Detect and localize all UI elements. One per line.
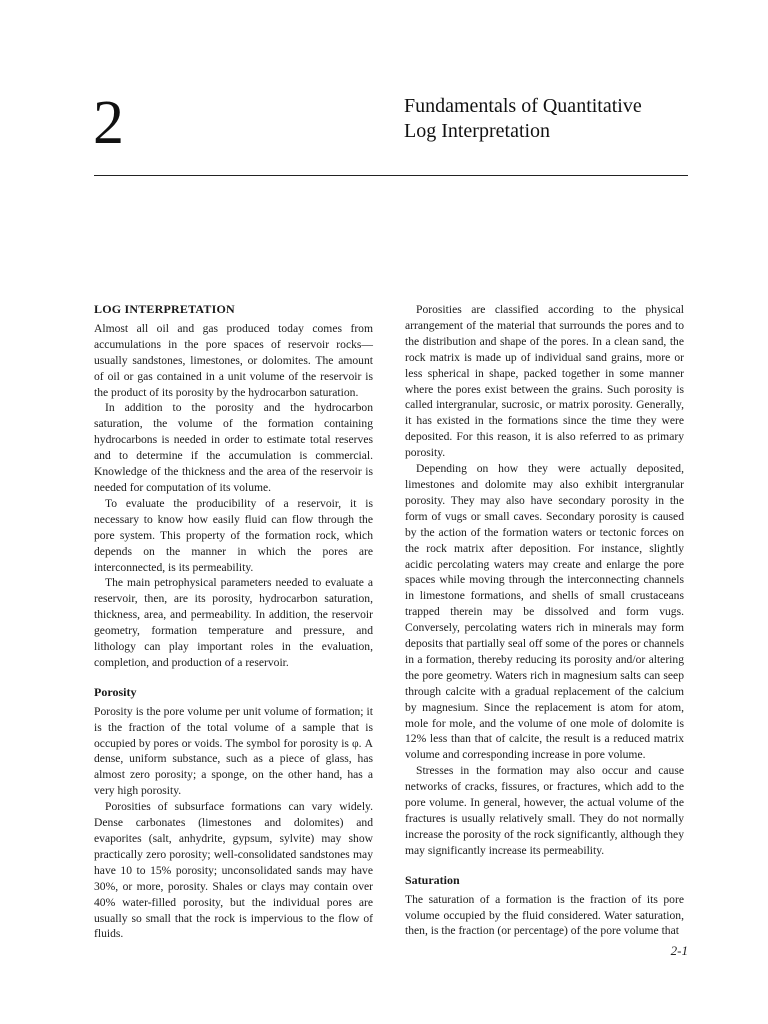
paragraph: To evaluate the producibility of a reservoir, it is necessary to know how easily fluid can flow through the pore system. This property of the formation rock, which depends on the manner in which the pores are interconnected, is its permeability.: [94, 496, 373, 574]
section-heading-log-interpretation: LOG INTERPRETATION: [94, 302, 235, 316]
chapter-number: 2: [93, 89, 124, 157]
paragraph: The main petrophysical parameters needed to evaluate a reservoir, then, are its porosity, hydrocarbon saturation, thickness, area, and permeability. In addition, the reservoir geometry, formation temperature and pressure, and lithology can play important roles in the evaluation, completion, and production of a reservoir.: [94, 576, 373, 669]
chapter-title-line-2: Log Interpretation: [404, 120, 551, 142]
chapter-title: [404, 94, 642, 144]
left-column: [94, 302, 373, 942]
paragraph: Depending on how they were actually deposited, limestones and dolomite may also exhibit intergranular porosity. They may also have secondary porosity in the form of vugs or small caves. Secondary porosity is caused by the action of the formation waters or tectonic forces on the rock matrix after deposition. For instance, slightly acidic percolating waters may create and enlarge the pore spaces while moving through the interconnecting channels in limestone formations, and shells of small crustaceans trapped therein may be dissolved and form vugs. Conversely, percolating waters rich in minerals may form deposits that partially seal off some of the pores or channels in a formation, thereby reducing its porosity and/or altering the pore geometry. Waters rich in magnesium salts can seep through calcite with a gradual replacement of the calcium by magnesium. Since the replacement is atom for atom, mole for mole, and the volume of one mole of dolomite is 12% less than that of calcite, the result is a reduced matrix volume and corresponding increase in pore volume.: [405, 462, 684, 762]
paragraph: The saturation of a formation is the fraction of its pore volume occupied by the fluid considered. Water saturation, then, is the fraction (or percentage) of the pore volume that: [405, 892, 684, 938]
header-rule: [94, 175, 688, 176]
chapter-title-line-1: Fundamentals of Quantitative: [404, 95, 642, 117]
paragraph: Almost all oil and gas produced today comes from accumulations in the pore spaces of reservoir rocks—usually sandstones, limestones, or dolomites. The amount of oil or gas contained in a unit volume of the reservoir is the product of its porosity by the hydrocarbon saturation.: [94, 321, 373, 399]
subheading-porosity: Porosity: [94, 684, 137, 699]
paragraph: Porosities of subsurface formations can vary widely. Dense carbonates (limestones and dolomites) and evaporites (salt, anhydrite, gypsum, sylvite) may show practically zero porosity; well-consolidated sandstones may have 10 to 15% porosity; unconsolidated sands may have 30%, or more, porosity. Shales or clays may contain over 40% water-filled porosity, but the individual pores are usually so small that the rock is impervious to the flow of fluids.: [94, 800, 373, 941]
subheading-saturation: Saturation: [405, 872, 460, 887]
paragraph: Stresses in the formation may also occur and cause networks of cracks, fissures, or fractures, which add to the pore volume. In general, however, the actual volume of the fractures is usually relatively small. They do not normally increase the porosity of the rock significantly, although they may significantly increase its permeability.: [405, 764, 684, 857]
page-number: 2-1: [670, 943, 688, 958]
right-column: [405, 302, 684, 939]
paragraph: Porosity is the pore volume per unit volume of formation; it is the fraction of the total volume of a sample that is occupied by pores or voids. The symbol for porosity is φ. A dense, uniform substance, such as a piece of glass, has almost zero porosity; a sponge, on the other hand, has a very high porosity.: [94, 704, 373, 798]
paragraph: In addition to the porosity and the hydrocarbon saturation, the volume of the formation containing hydrocarbons is needed in order to estimate total reserves and to determine if the accumulation is commercial. Knowledge of the thickness and the area of the reservoir is needed for computation of its volume.: [94, 401, 373, 494]
paragraph: Porosities are classified according to the physical arrangement of the material that surrounds the pores and to the distribution and shape of the pores. In a clean sand, the rock matrix is made up of individual sand grains, more or less spherical in shape, packed together in some manner where the pores exist between the grains. Such porosity is called intergranular, sucrosic, or matrix porosity. Generally, it has existed in the formations since the time they were deposited. For this reason, it is also referred to as primary porosity.: [405, 303, 684, 460]
